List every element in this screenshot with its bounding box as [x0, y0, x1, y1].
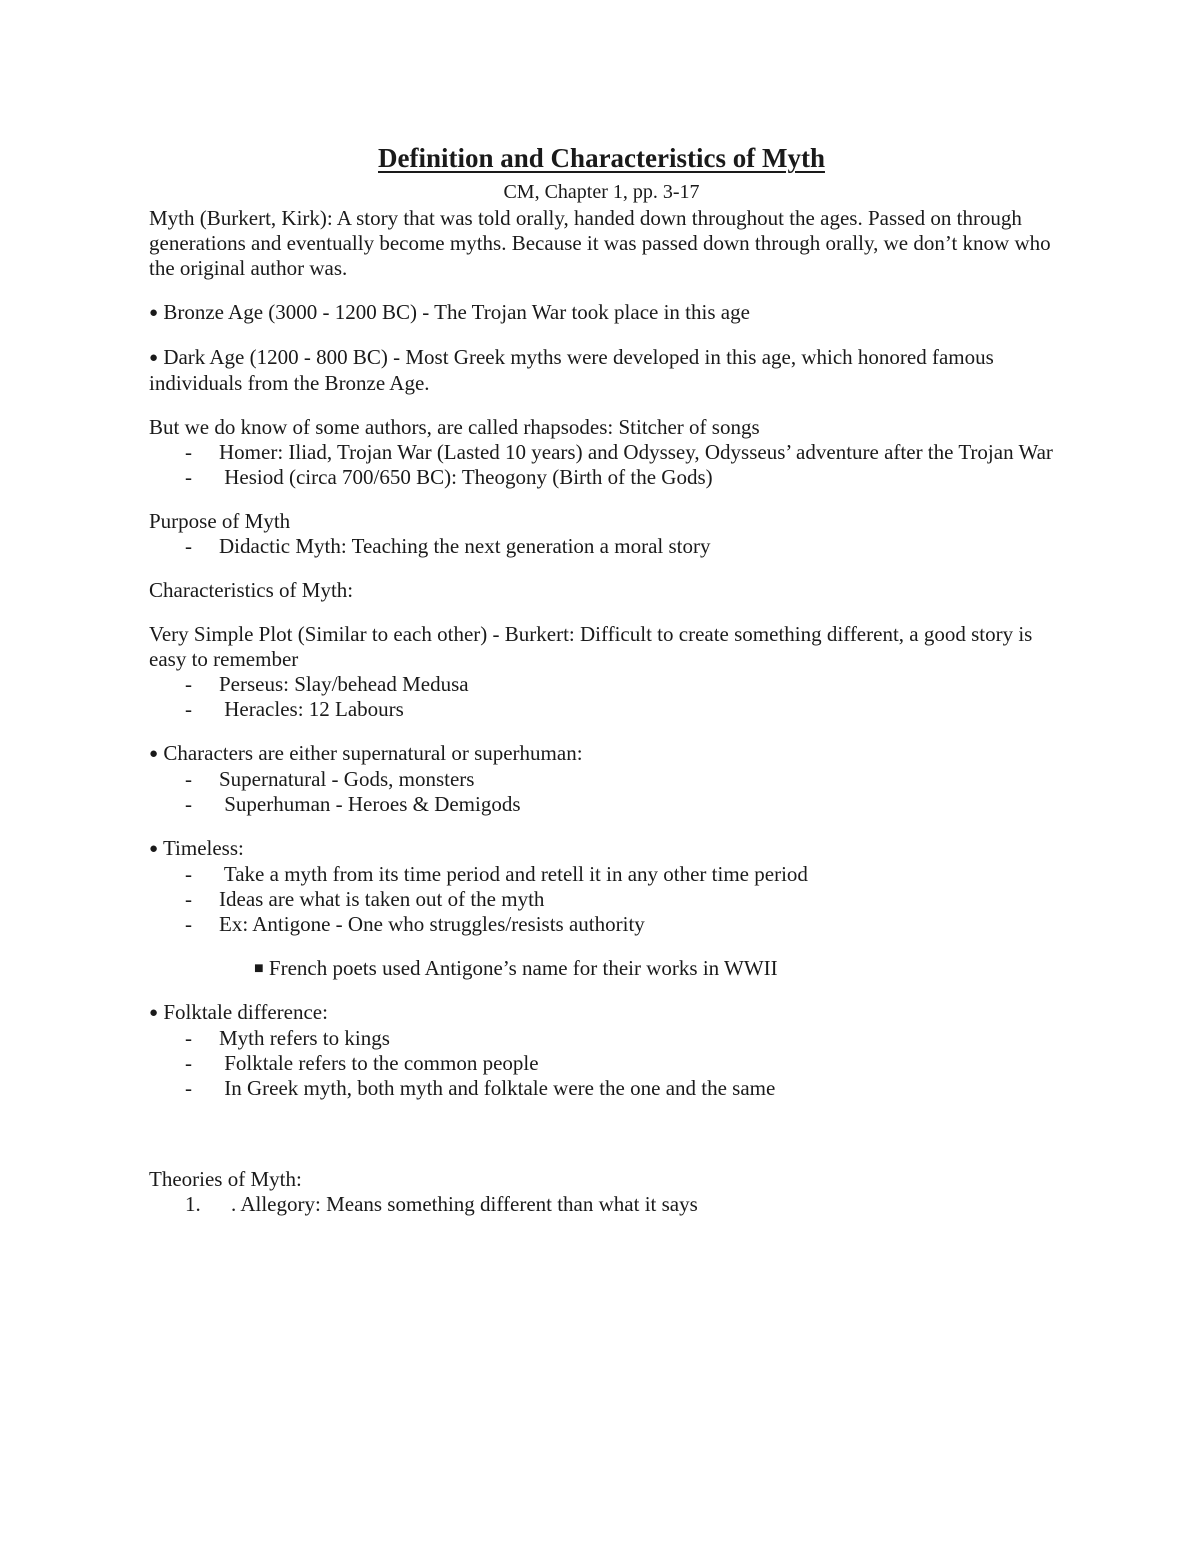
- authors-list: [149, 440, 1054, 490]
- list-item-text: Superhuman - Heroes & Demigods: [219, 792, 521, 816]
- list-item: [149, 1192, 1054, 1217]
- dash-icon: -: [185, 1076, 192, 1100]
- timeless-sub-item: [149, 956, 1054, 981]
- square-bullet-icon: ■: [254, 960, 264, 977]
- dash-icon: -: [185, 465, 192, 489]
- intro-paragraph: Myth (Burkert, Kirk): A story that was told orally, handed down throughout the ages. Passed on through generations and eventually become myths. Because it was passed down through orally, we don’t know who the original author was.: [149, 206, 1051, 280]
- dash-icon: -: [185, 862, 192, 886]
- bullet-icon: ●: [149, 305, 159, 321]
- dash-icon: -: [185, 887, 192, 911]
- list-item-text: Hesiod (circa 700/650 BC): Theogony (Birth of the Gods): [219, 465, 713, 489]
- bronze-age-text: Bronze Age (3000 - 1200 BC) - The Trojan War took place in this age: [163, 300, 750, 324]
- folktale-item: [149, 1000, 1054, 1026]
- document-page: [149, 140, 1054, 1217]
- list-item: [149, 912, 1054, 937]
- purpose-heading: Purpose of Myth: [149, 509, 291, 533]
- folktale-list: [149, 1026, 1054, 1101]
- timeless-list: [149, 862, 1054, 937]
- dash-icon: -: [185, 912, 192, 936]
- list-item-text: Homer: Iliad, Trojan War (Lasted 10 years) and Odyssey, Odysseus’ adventure after the Trojan War: [219, 440, 1053, 464]
- list-item-text: Folktale refers to the common people: [219, 1051, 539, 1075]
- bullet-icon: ●: [149, 1005, 159, 1021]
- list-item: [149, 534, 1054, 559]
- list-item: [149, 862, 1054, 887]
- timeless-item: [149, 836, 1054, 862]
- list-item: [149, 697, 1054, 722]
- characters-item: [149, 741, 1054, 767]
- characteristics-heading: Characteristics of Myth:: [149, 578, 354, 602]
- dark-age-item: [149, 345, 1054, 396]
- page-subtitle: CM, Chapter 1, pp. 3-17: [503, 181, 700, 203]
- dash-icon: -: [185, 792, 192, 816]
- bullet-icon: ●: [149, 746, 159, 762]
- plot-list: [149, 672, 1054, 722]
- list-item: [149, 887, 1054, 912]
- list-item-text: Myth refers to kings: [219, 1026, 390, 1050]
- timeless-text: Timeless:: [162, 836, 244, 860]
- list-item-text: Perseus: Slay/behead Medusa: [219, 672, 469, 696]
- list-item: [149, 767, 1054, 792]
- list-item: [149, 672, 1054, 697]
- bronze-age-item: [149, 300, 1054, 326]
- list-item-text: Didactic Myth: Teaching the next generation a moral story: [219, 534, 711, 558]
- list-item: [149, 440, 1054, 465]
- page-title: Definition and Characteristics of Myth: [378, 143, 825, 173]
- bullet-icon: ●: [149, 350, 159, 366]
- list-item-text: . Allegory: Means something different than what it says: [231, 1192, 698, 1216]
- characters-text: Characters are either supernatural or superhuman:: [163, 741, 583, 765]
- dash-icon: -: [185, 672, 192, 696]
- list-number: 1.: [185, 1192, 201, 1216]
- dash-icon: -: [185, 1051, 192, 1075]
- list-item-text: Supernatural - Gods, monsters: [219, 767, 475, 791]
- rhapsodes-paragraph: But we do know of some authors, are called rhapsodes: Stitcher of songs: [149, 415, 760, 439]
- list-item: [149, 465, 1054, 490]
- list-item: [149, 1051, 1054, 1076]
- list-item: [149, 1076, 1054, 1101]
- dark-age-text: Dark Age (1200 - 800 BC) - Most Greek myths were developed in this age, which honored famous individuals from the Bronze Age.: [149, 345, 994, 395]
- list-item-text: Ideas are what is taken out of the myth: [219, 887, 545, 911]
- characters-list: [149, 767, 1054, 817]
- theories-heading: Theories of Myth:: [149, 1167, 302, 1191]
- timeless-sub-text: French poets used Antigone’s name for their works in WWII: [268, 956, 778, 980]
- list-item-text: In Greek myth, both myth and folktale were the one and the same: [219, 1076, 776, 1100]
- dash-icon: -: [185, 1026, 192, 1050]
- bullet-icon: ●: [149, 841, 159, 857]
- dash-icon: -: [185, 697, 192, 721]
- dash-icon: -: [185, 767, 192, 791]
- dash-icon: -: [185, 440, 192, 464]
- list-item-text: Ex: Antigone - One who struggles/resists authority: [219, 912, 645, 936]
- simple-plot-paragraph: Very Simple Plot (Similar to each other) - Burkert: Difficult to create something different, a good story is easy to remember: [149, 622, 1033, 671]
- list-item: [149, 1026, 1054, 1051]
- list-item: [149, 792, 1054, 817]
- folktale-text: Folktale difference:: [163, 1000, 328, 1024]
- list-item-text: Heracles: 12 Labours: [219, 697, 404, 721]
- dash-icon: -: [185, 534, 192, 558]
- list-item-text: Take a myth from its time period and retell it in any other time period: [219, 862, 808, 886]
- theories-list: [149, 1192, 1054, 1217]
- purpose-list: [149, 534, 1054, 559]
